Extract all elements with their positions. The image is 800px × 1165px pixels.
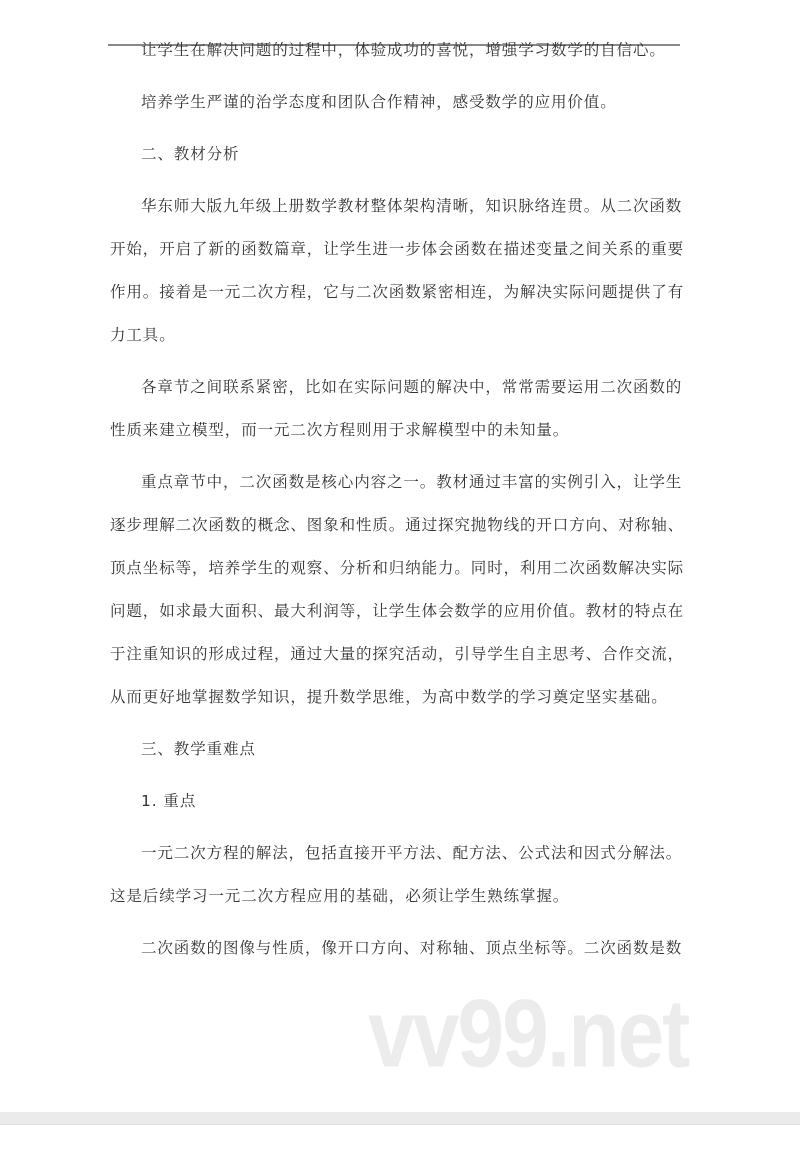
text-line: 顶点坐标等，培养学生的观察、分析和归纳能力。同时，利用二次函数解决实际 — [110, 559, 685, 577]
text-line: 二次函数的图像与性质，像开口方向、对称轴、顶点坐标等。二次函数是数 — [141, 939, 683, 957]
text-line: 华东师大版九年级上册数学教材整体架构清晰，知识脉络连贯。从二次函数 — [141, 197, 683, 215]
watermark: vv99.net — [368, 978, 689, 1087]
text-line: 这是后续学习一元二次方程应用的基础，必须让学生熟练掌握。 — [110, 887, 570, 905]
paragraph — [110, 785, 685, 828]
text-line: 1. 重点 — [141, 792, 197, 810]
text-line: 重点章节中，二次函数是核心内容之一。教材通过丰富的实例引入，让学生 — [141, 473, 683, 491]
paragraph — [110, 466, 685, 724]
text-line: 于注重知识的形成过程，通过大量的探究活动，引导学生自主思考、合作交流， — [110, 645, 685, 663]
paragraph — [110, 86, 685, 129]
text-line: 从而更好地掌握数学知识，提升数学思维，为高中数学的学习奠定坚实基础。 — [110, 688, 668, 706]
paragraph — [110, 371, 685, 457]
document-body — [110, 34, 685, 984]
text-line: 三、教学重难点 — [141, 740, 256, 758]
text-line: 各章节之间联系紧密，比如在实际问题的解决中，常常需要运用二次函数的 — [141, 378, 683, 396]
text-line: 开始，开启了新的函数篇章，让学生进一步体会函数在描述变量之间关系的重要 — [110, 240, 685, 258]
text-line: 问题，如求最大面积、最大利润等，让学生体会数学的应用价值。教材的特点在 — [110, 602, 685, 620]
paragraph — [110, 932, 685, 975]
next-page — [0, 1124, 800, 1165]
paragraph — [110, 837, 685, 923]
text-line: 培养学生严谨的治学态度和团队合作精神，感受数学的应用价值。 — [141, 93, 617, 111]
paragraph — [110, 190, 685, 362]
text-line: 一元二次方程的解法，包括直接开平方法、配方法、公式法和因式分解法。 — [141, 844, 683, 862]
paragraph — [110, 733, 685, 776]
paragraph — [110, 138, 685, 181]
text-line: 逐步理解二次函数的概念、图象和性质。通过探究抛物线的开口方向、对称轴、 — [110, 516, 685, 534]
text-line: 力工具。 — [110, 326, 176, 344]
text-line: 作用。接着是一元二次方程，它与二次函数紧密相连，为解决实际问题提供了有 — [110, 283, 685, 301]
text-line: 二、教材分析 — [141, 145, 240, 163]
text-line: 让学生在解决问题的过程中，体验成功的喜悦，增强学习数学的自信心。 — [141, 41, 666, 59]
paragraph — [110, 34, 685, 77]
text-line: 性质来建立模型，而一元二次方程则用于求解模型中的未知量。 — [110, 421, 570, 439]
